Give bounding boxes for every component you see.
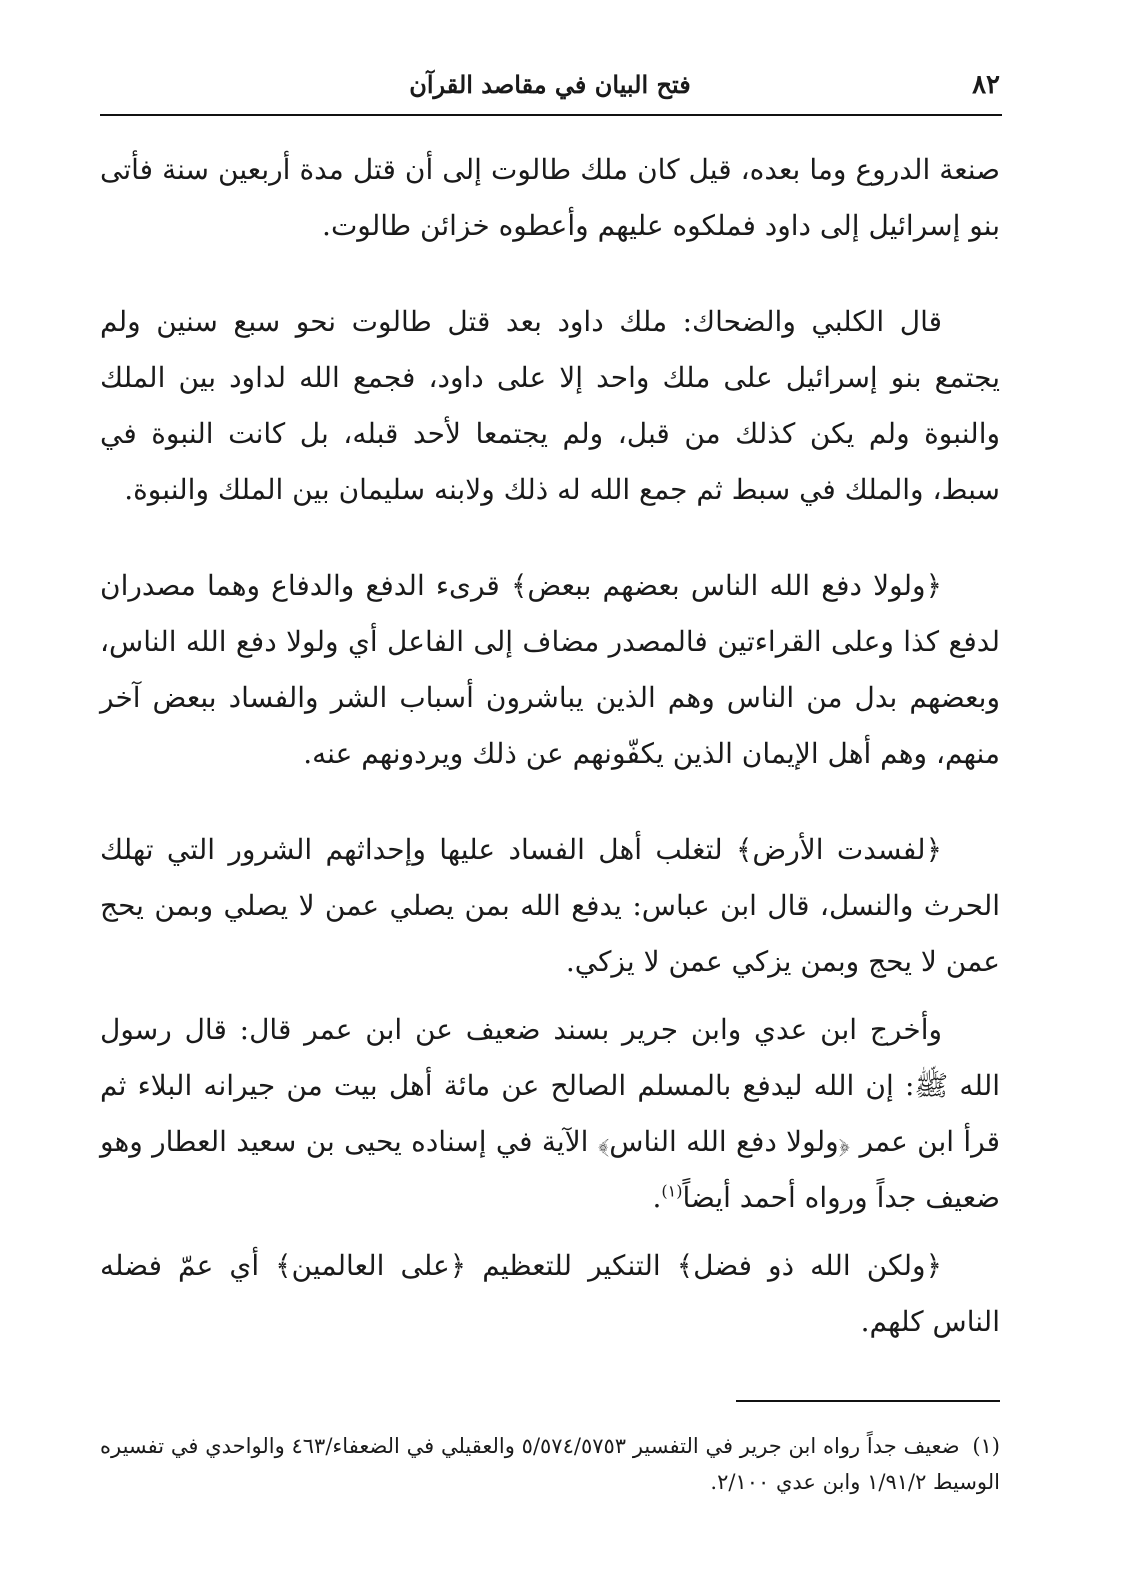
paragraph: ﴿ولكن الله ذو فضل﴾ التنكير للتعظيم ﴿على العالمين﴾ أي عمّ فضله الناس كلهم. [100, 1249, 1000, 1338]
footnote-marker: (١) [972, 1434, 1000, 1458]
footnote [100, 1428, 1000, 1500]
paragraph: صنعة الدروع وما بعده، قيل كان ملك طالوت إلى أن قتل مدة أربعين سنة فأتى بنو إسرائيل إلى داود فملكوه عليهم وأعطوه خزائن طالوت. [100, 153, 1000, 242]
paragraph-with-footnote: وأخرج ابن عدي وابن جرير بسند ضعيف عن ابن عمر قال: قال رسول الله ﷺ: إن الله ليدفع بالمسلم الصالح عن مائة أهل بيت من جيرانه البلاء ثم قرأ ابن عمر ﴿ولولا دفع الله الناس﴾ الآية في إسناده يحيى بن سعيد العطار وهو ضعيف جداً ورواه أحمد أيضاً$^{(١)}$. [100, 1013, 1000, 1214]
footnote-text: ضعيف جداً رواه ابن جرير في التفسير ٥/٥٧٤/٥٧٥٣ والعقيلي في الضعفاء/٤٦٣ والواحدي في تفسيره الوسيط ١/٩١/٢ وابن عدي ٢/١٠٠. [100, 1434, 1000, 1494]
paragraph: قال الكلبي والضحاك: ملك داود بعد قتل طالوت نحو سبع سنين ولم يجتمع بنو إسرائيل على ملك واحد إلا على داود، فجمع الله لداود بين الملك والنبوة ولم يكن كذلك من قبل، ولم يجتمعا لأحد قبله، بل كانت النبوة في سبط، والملك في سبط ثم جمع الله له ذلك ولابنه سليمان بين الملك والنبوة. [100, 305, 1000, 506]
main-text [100, 142, 1000, 1350]
footnote-reference: (١) [661, 1181, 683, 1201]
paragraph: ﴿ولولا دفع الله الناس بعضهم ببعض﴾ قرىء الدفع والدفاع وهما مصدران لدفع كذا وعلى القراءتين فالمصدر مضاف إلى الفاعل أي ولولا دفع الله الناس، وبعضهم بدل من الناس وهم الذين يباشرون أسباب الشر والفساد ببعض آخر منهم، وهم أهل الإيمان الذين يكفّونهم عن ذلك ويردونهم عنه. [100, 569, 1000, 770]
page-header [100, 62, 1000, 112]
footnote-rule [736, 1400, 1000, 1402]
paragraph: ﴿لفسدت الأرض﴾ لتغلب أهل الفساد عليها وإحداثهم الشرور التي تهلك الحرث والنسل، قال ابن عباس: يدفع الله بمن يصلي عمن لا يصلي وبمن يحج عمن لا يحج وبمن يزكي عمن لا يزكي. [100, 833, 1000, 978]
footnotes [100, 1428, 1000, 1500]
page-number: ٨٢ [972, 70, 1000, 100]
running-title: فتح البيان في مقاصد القرآن [409, 70, 691, 99]
paragraph-text: وأخرج ابن عدي وابن جرير بسند ضعيف عن ابن عمر قال: قال رسول الله ﷺ: إن الله ليدفع بالمسلم الصالح عن مائة أهل بيت من جيرانه البلاء ثم قرأ ابن عمر ﴿ولولا دفع الله الناس﴾ الآية في إسناده يحيى بن سعيد العطار وهو ضعيف جداً ورواه أحمد أيضاً [100, 1013, 1000, 1214]
header-rule [100, 114, 1002, 116]
